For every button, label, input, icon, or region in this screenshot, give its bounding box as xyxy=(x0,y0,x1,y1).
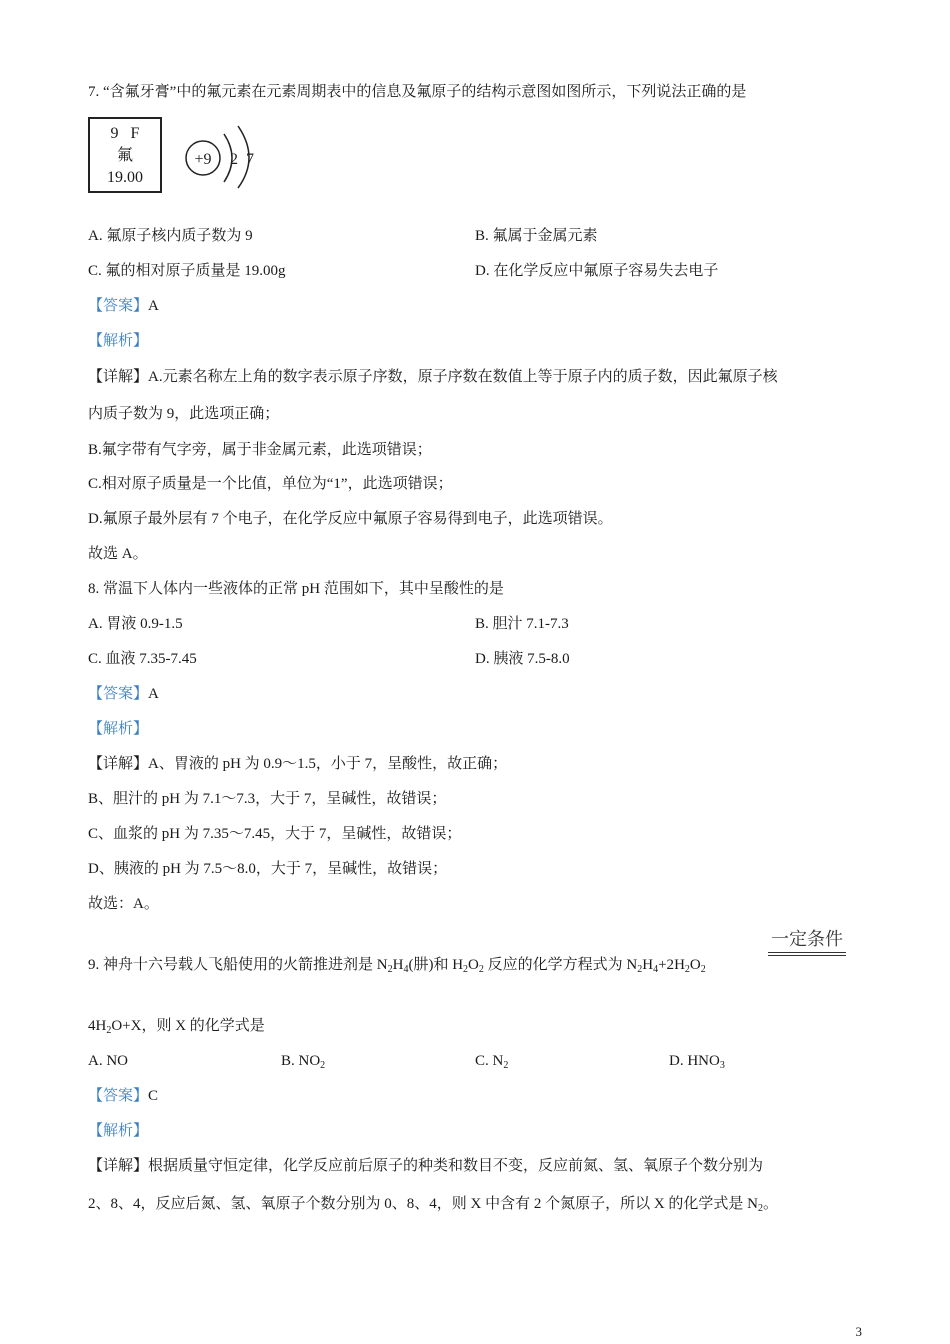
formula-h2o2: $H_2O_2$ xyxy=(452,957,484,975)
detail-text: 根据质量守恒定律，化学反应前后原子的种类和数目不变，反应前氮、氢、氧原子个数分别为 xyxy=(148,1158,764,1174)
detail-text: A、胃液的 pH 为 0.9～1.5，小于 7，呈酸性，故正确； xyxy=(148,756,508,772)
element-card-fluorine xyxy=(88,117,162,193)
q8-option-a: A. 胃液 0.9-1.5 xyxy=(88,616,183,632)
q7-detail-line-2: 内质子数为 9，此选项正确； xyxy=(88,406,280,422)
q7-detail-line-6: 故选 A。 xyxy=(88,546,148,562)
q9-stem-prefix: 9. 神舟十六号载人飞船使用的火箭推进剂是 xyxy=(88,957,377,973)
condition-equals-sign xyxy=(768,952,846,956)
detail-tag: 【详解】 xyxy=(88,756,149,772)
q8-option-b: B. 胆汁 7.1-7.3 xyxy=(475,616,569,632)
q8-detail-line-3: C、血浆的 pH 为 7.35～7.45，大于 7，呈碱性，故错误； xyxy=(88,826,462,842)
q9-answer xyxy=(88,1086,158,1106)
q7-option-a: A. 氟原子核内质子数为 9 xyxy=(88,228,253,244)
page-number: 3 xyxy=(855,1324,862,1339)
q8-analysis-tag: 【解析】 xyxy=(88,721,149,737)
q8-detail-line-2: B、胆汁的 pH 为 7.1～7.3，大于 7，呈碱性，故错误； xyxy=(88,791,447,807)
q9-stem-middle: 反应的化学方程式为 xyxy=(483,957,627,973)
q7-analysis-tag: 【解析】 xyxy=(88,333,149,349)
atom-structure-diagram xyxy=(182,120,262,190)
answer-value: A xyxy=(148,686,159,702)
element-mass: 19.00 xyxy=(107,169,143,186)
formula-n2h4: $N_2H_4$ xyxy=(376,957,409,975)
q7-detail-line-5: D.氟原子最外层有 7 个电子，在化学反应中氟原子容易得到电子，此选项错误。 xyxy=(88,511,613,527)
hydrazine-name: (肼)和 xyxy=(408,957,453,973)
answer-tag: 【答案】 xyxy=(88,298,149,314)
q9-stem xyxy=(88,955,706,980)
detail-text: A.元素名称左上角的数字表示原子序数，原子序数在数值上等于原子内的质子数，因此氟原子核 xyxy=(148,369,778,385)
shell-2-electrons: 7 xyxy=(246,151,254,168)
q9-option-a: A. NO xyxy=(88,1053,128,1069)
reaction-condition xyxy=(768,928,846,956)
q8-option-d: D. 胰液 7.5-8.0 xyxy=(475,651,570,667)
q7-option-c: C. 氟的相对原子质量是 19.00g xyxy=(88,263,286,279)
q8-answer xyxy=(88,684,159,704)
detail-tag: 【详解】 xyxy=(88,1158,149,1174)
equation-reactants: $N_2H_4+2H_2O_2$ xyxy=(626,957,706,975)
q9-option-b: B. $NO_2$ xyxy=(281,1053,326,1071)
q9-option-d: D. $HNO_3$ xyxy=(669,1053,725,1071)
q7-option-b: B. 氟属于金属元素 xyxy=(475,228,598,244)
answer-value: C xyxy=(148,1088,159,1104)
q8-option-c: C. 血液 7.35-7.45 xyxy=(88,651,197,667)
answer-tag: 【答案】 xyxy=(88,686,149,702)
condition-text: 一定条件 xyxy=(771,929,843,949)
nucleus-charge: +9 xyxy=(194,151,212,168)
element-name: 氟 xyxy=(116,147,133,164)
q7-detail-line-1 xyxy=(88,367,778,387)
q8-detail-line-4: D、胰液的 pH 为 7.5～8.0，大于 7，呈碱性，故错误； xyxy=(88,861,448,877)
q7-detail-line-4: C.相对原子质量是一个比值，单位为“1”，此选项错误； xyxy=(88,476,453,492)
answer-tag: 【答案】 xyxy=(88,1088,149,1104)
element-number-symbol: 9 F xyxy=(110,125,140,142)
detail-tag: 【详解】 xyxy=(88,369,149,385)
q8-detail-line-1 xyxy=(88,754,507,774)
q7-detail-line-3: B.氟字带有气字旁，属于非金属元素，此选项错误； xyxy=(88,442,432,458)
q9-option-c: C. $N_2$ xyxy=(475,1053,509,1071)
q9-equation-products: $4H_2O+X$，则 X 的化学式是 xyxy=(88,1018,265,1036)
q9-analysis-tag: 【解析】 xyxy=(88,1123,149,1139)
q9-detail-line-2: 2、8、4，反应后氮、氢、氧原子个数分别为 0、8、4，则 X 中含有 2 个氮原子，所以 X 的化学式是 $N_2$。 xyxy=(88,1196,779,1214)
q7-answer xyxy=(88,296,159,316)
q8-detail-line-5: 故选：A。 xyxy=(88,896,159,912)
answer-value: A xyxy=(148,298,159,314)
q8-stem: 8. 常温下人体内一些液体的正常 pH 范围如下，其中呈酸性的是 xyxy=(88,581,504,597)
q7-option-d: D. 在化学反应中氟原子容易失去电子 xyxy=(475,263,719,279)
shell-1-electrons: 2 xyxy=(230,151,238,168)
q7-stem: 7. “含氟牙膏”中的氟元素在元素周期表中的信息及氟原子的结构示意图如图所示，下列说法正确的是 xyxy=(88,84,747,100)
q9-detail-line-1 xyxy=(88,1156,763,1176)
